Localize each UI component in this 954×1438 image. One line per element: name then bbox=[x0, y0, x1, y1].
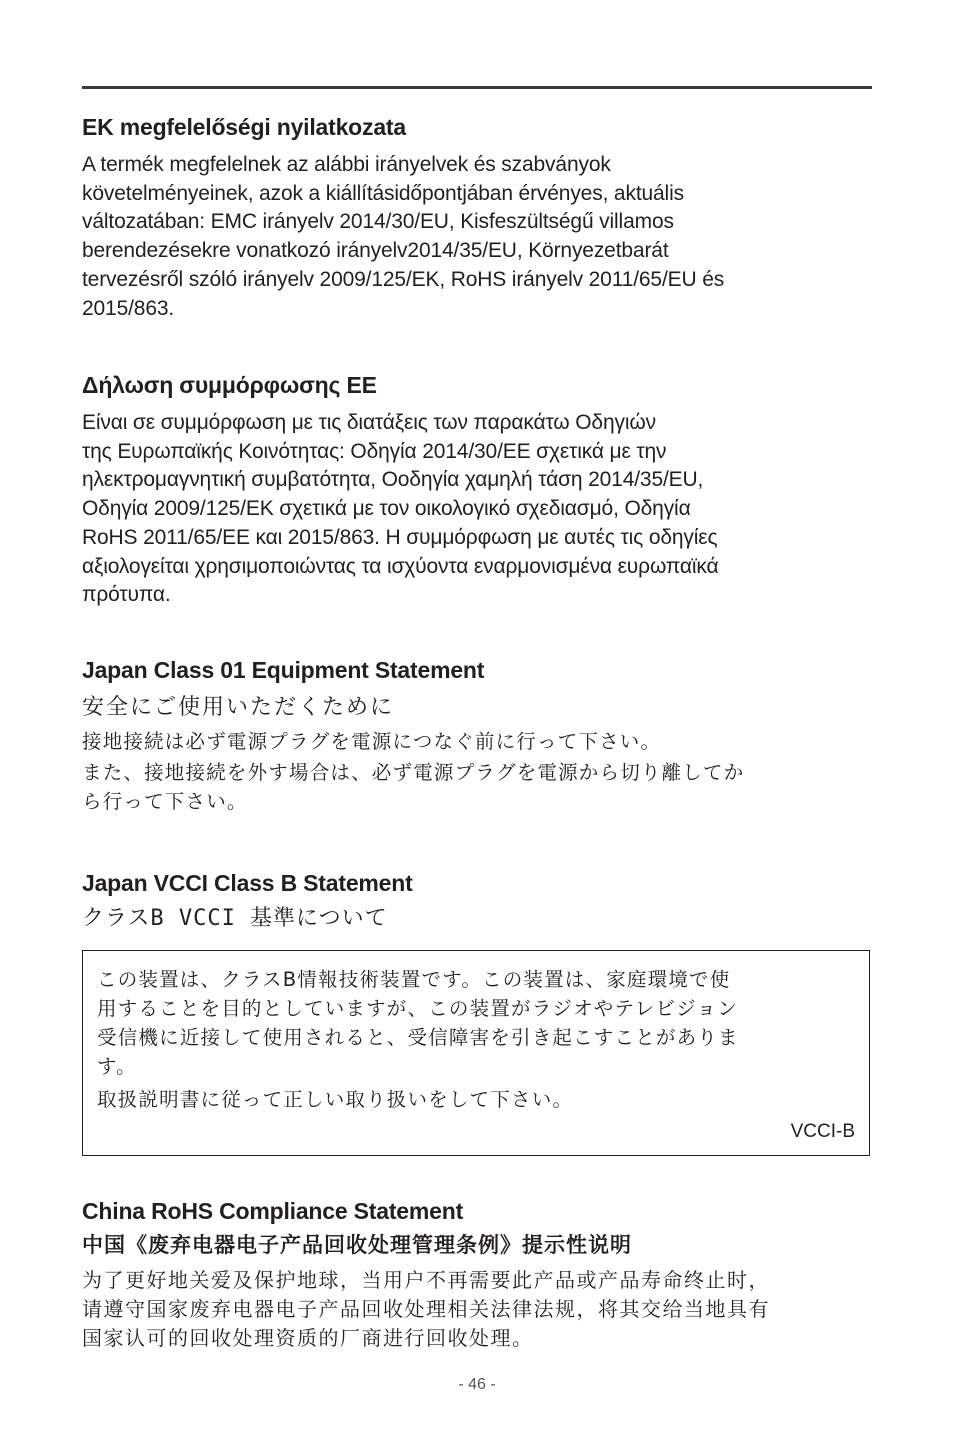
gr-line: ηλεκτρομαγνητική συμβατότητα, Οοδηγία χαμηλή τάση 2014/35/EU, bbox=[82, 468, 704, 492]
hu-line: tervezésről szóló irányelv 2009/125/EK, RoHS irányelv 2011/65/EU és bbox=[82, 267, 725, 291]
section-japan-vcci bbox=[82, 868, 872, 934]
jp1-line: ら行って下さい。 bbox=[82, 790, 248, 813]
cn-line: 请遵守国家废弃电器电子产品回收处理相关法律法规，将其交给当地具有 bbox=[82, 1297, 770, 1321]
japan-class01-para2 bbox=[82, 758, 872, 816]
cn-line: 国家认可的回收处理资质的厂商进行回收处理。 bbox=[82, 1326, 534, 1350]
hu-line: A termék megfelelnek az alábbi irányelvek és szabványok bbox=[82, 153, 611, 176]
vcci-line: 受信機に近接して使用されると、受信障害を引き起こすことがありま bbox=[97, 1026, 739, 1049]
section-china-rohs bbox=[82, 1196, 872, 1353]
china-rohs-subtitle: 中国《废弃电器电子产品回收处理管理条例》提示性说明 bbox=[82, 1233, 632, 1257]
gr-line: Οδηγία 2009/125/ΕΚ σχετικά με τον οικολογικό σχεδιασμό, Οδηγία bbox=[82, 497, 691, 521]
section-gr-declaration bbox=[82, 370, 872, 610]
japan-vcci-subtitle: クラスB VCCI 基準について bbox=[82, 906, 388, 931]
jp1-line: また、接地接続を外す場合は、必ず電源プラグを電源から切り離してか bbox=[82, 761, 745, 784]
top-divider bbox=[82, 86, 872, 89]
gr-line: πρότυπα. bbox=[82, 583, 171, 607]
vcci-notice-text bbox=[97, 965, 857, 1081]
japan-class01-subtitle: 安全にご使用いただくために bbox=[82, 695, 395, 720]
section-title-china-rohs: China RoHS Compliance Statement bbox=[82, 1198, 464, 1224]
gr-line: Είναι σε συμμόρφωση με τις διατάξεις των παρακάτω Οδηγιών bbox=[82, 411, 656, 434]
china-rohs-body bbox=[82, 1266, 872, 1353]
section-title-hu: EK megfelelőségi nyilatkozata bbox=[82, 114, 406, 140]
vcci-notice-para2: 取扱説明書に従って正しい取り扱いをして下さい。 bbox=[97, 1088, 574, 1111]
vcci-b-label: VCCI-B bbox=[790, 1121, 855, 1142]
vcci-notice-box bbox=[82, 950, 870, 1156]
section-title-gr: Δήλωση συμμόρφωσης ΕΕ bbox=[82, 372, 377, 398]
section-japan-class01 bbox=[82, 655, 872, 816]
hu-line: követelményeinek, azok a kiállításidőpontjában érvényes, aktuális bbox=[82, 181, 684, 205]
hu-line: 2015/863. bbox=[82, 296, 175, 320]
section-title-japan-class01: Japan Class 01 Equipment Statement bbox=[82, 657, 485, 683]
japan-class01-para1: 接地接続は必ず電源プラグを電源につなぐ前に行って下さい。 bbox=[82, 730, 662, 753]
gr-line: αξιολογείται χρησιμοποιώντας τα ισχύοντα εναρμονισμένα ευρωπαϊκά bbox=[82, 554, 719, 578]
gr-line: RoHS 2011/65/ΕΕ και 2015/863. Η συμμόρφωση με αυτές τις οδηγίες bbox=[82, 525, 718, 549]
section-title-japan-vcci: Japan VCCI Class B Statement bbox=[82, 870, 413, 896]
vcci-line: この装置は、クラスB情報技術装置です。この装置は、家庭環境で使 bbox=[97, 968, 731, 991]
vcci-line: す。 bbox=[97, 1055, 137, 1078]
gr-line: της Ευρωπαϊκής Κοινότητας: Οδηγία 2014/30/ΕΕ σχετικά με την bbox=[82, 439, 667, 463]
page-number: - 46 - bbox=[458, 1376, 496, 1393]
hu-line: berendezésekre vonatkozó irányelv2014/35/EU, Környezetbarát bbox=[82, 239, 669, 263]
body-text-hu bbox=[82, 151, 872, 323]
cn-line: 为了更好地关爱及保护地球，当用户不再需要此产品或产品寿命终止时， bbox=[82, 1268, 770, 1292]
section-hu-declaration bbox=[82, 112, 872, 323]
body-text-gr bbox=[82, 409, 872, 610]
hu-line: változatában: EMC irányelv 2014/30/EU, Kisfeszültségű villamos bbox=[82, 210, 674, 234]
vcci-line: 用することを目的としていますが、この装置がラジオやテレビジョン bbox=[97, 997, 738, 1020]
